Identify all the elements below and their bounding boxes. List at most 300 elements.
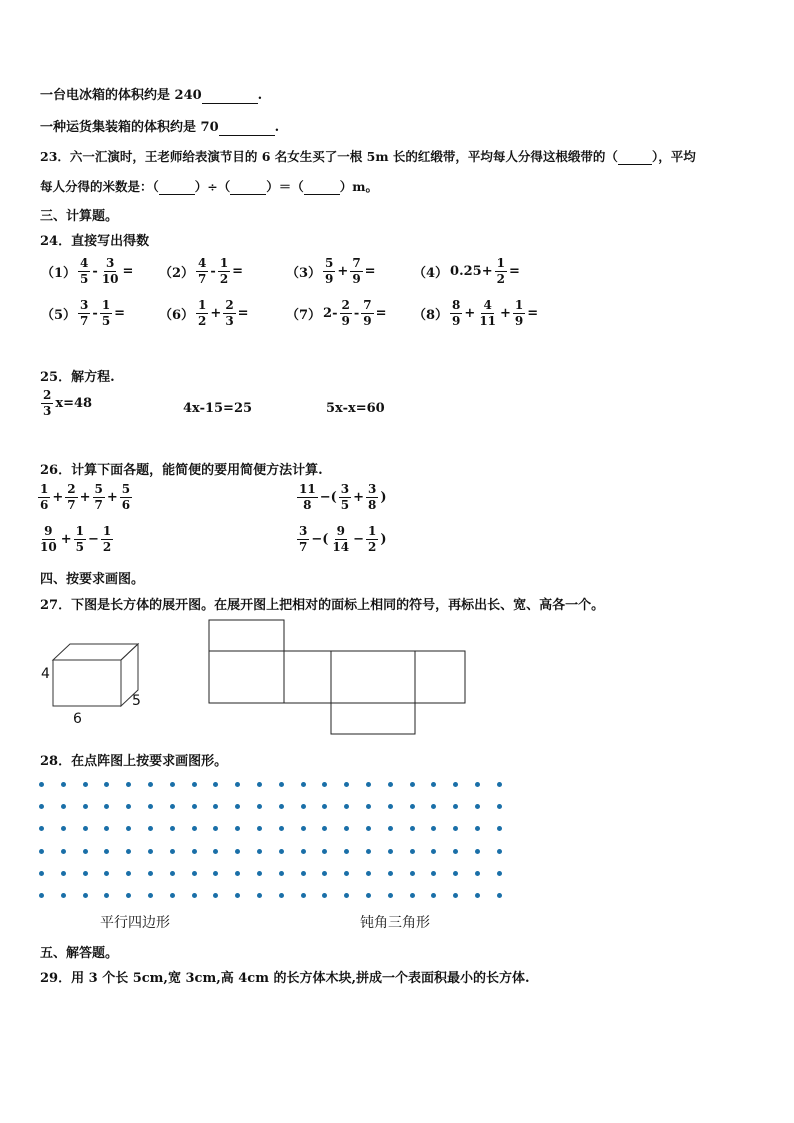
grid-dot[interactable]	[61, 893, 66, 898]
grid-dot[interactable]	[366, 826, 371, 831]
grid-dot[interactable]	[170, 893, 175, 898]
net-face-4[interactable]	[415, 651, 465, 703]
q24-item	[285, 298, 388, 329]
numerator: 1	[198, 298, 207, 312]
grid-dot[interactable]	[453, 893, 458, 898]
grid-dot[interactable]	[497, 782, 502, 787]
grid-dot[interactable]	[126, 849, 131, 854]
operator: =	[364, 264, 376, 279]
grid-dot[interactable]	[192, 849, 197, 854]
numerator: 3	[340, 482, 350, 496]
operator: +	[464, 306, 476, 321]
fraction	[100, 298, 112, 329]
answer-blank[interactable]	[618, 149, 652, 165]
operator: )	[380, 490, 387, 505]
grid-dot[interactable]	[83, 782, 88, 787]
grid-dot[interactable]	[104, 782, 109, 787]
q23-line2	[40, 177, 378, 195]
denominator: 9	[514, 314, 524, 328]
grid-dot[interactable]	[344, 826, 349, 831]
operator: +	[106, 490, 118, 505]
grid-dot[interactable]	[83, 826, 88, 831]
grid-dot[interactable]	[39, 782, 44, 787]
q24-item	[412, 298, 539, 329]
grid-dot[interactable]	[322, 871, 327, 876]
grid-dot[interactable]	[170, 849, 175, 854]
operator: +	[353, 490, 365, 505]
numerator: 3	[299, 524, 308, 538]
fraction	[323, 256, 335, 287]
grid-dot[interactable]	[410, 871, 415, 876]
grid-dot[interactable]	[366, 849, 371, 854]
grid-dot[interactable]	[61, 826, 66, 831]
grid-dot[interactable]	[126, 782, 131, 787]
grid-dot[interactable]	[235, 871, 240, 876]
cuboid-height-label: 4	[41, 666, 50, 682]
operator: （7）	[286, 308, 322, 323]
grid-dot[interactable]	[431, 804, 436, 809]
grid-dot[interactable]	[431, 871, 436, 876]
fridge-text: 一台电冰箱的体积约是 240	[40, 88, 202, 103]
grid-dot[interactable]	[431, 782, 436, 787]
operator: -	[210, 264, 216, 279]
period: .	[257, 88, 263, 103]
grid-dot[interactable]	[170, 871, 175, 876]
denominator: 2	[368, 540, 377, 554]
numerator: 3	[105, 256, 115, 270]
grid-dot[interactable]	[235, 804, 240, 809]
numerator: 8	[452, 298, 461, 312]
grid-dot[interactable]	[388, 893, 393, 898]
operator: 2-	[323, 306, 338, 321]
fraction	[366, 524, 378, 555]
operator: =	[232, 264, 244, 279]
grid-dot[interactable]	[388, 849, 393, 854]
grid-dot[interactable]	[497, 826, 502, 831]
grid-dot[interactable]	[344, 782, 349, 787]
operator: （6）	[159, 308, 195, 323]
q24-item	[40, 256, 134, 287]
grid-dot[interactable]	[344, 893, 349, 898]
grid-dot[interactable]	[279, 893, 284, 898]
q23-text2: 每人分得的米数是：（	[40, 179, 159, 194]
q29-text: 29．用 3 个长 5cm,宽 3cm,高 4cm 的长方体木块,拼成一个表面积最小的长方体.	[40, 971, 530, 986]
net-face-1[interactable]	[209, 651, 284, 703]
grid-dot[interactable]	[61, 871, 66, 876]
grid-dot[interactable]	[388, 804, 393, 809]
answer-blank[interactable]	[304, 179, 340, 195]
fraction	[38, 524, 59, 555]
grid-dot[interactable]	[148, 849, 153, 854]
denominator: 5	[80, 272, 89, 286]
fraction	[477, 298, 498, 329]
numerator: 2	[225, 298, 234, 312]
grid-dot[interactable]	[475, 804, 480, 809]
grid-dot[interactable]	[301, 849, 306, 854]
numerator: 5	[94, 482, 103, 496]
grid-dot[interactable]	[192, 782, 197, 787]
fraction	[223, 298, 235, 329]
fraction	[350, 256, 362, 287]
fraction	[38, 482, 50, 513]
fraction	[196, 256, 208, 287]
denominator: 9	[363, 314, 372, 328]
grid-dot[interactable]	[257, 849, 262, 854]
grid-dot[interactable]	[61, 849, 66, 854]
grid-dot[interactable]	[104, 893, 109, 898]
grid-dot[interactable]	[213, 804, 218, 809]
numerator: 2	[43, 388, 52, 402]
denominator: 5	[340, 498, 350, 512]
grid-dot[interactable]	[322, 893, 327, 898]
numerator: 1	[368, 524, 377, 538]
operator: +	[52, 490, 64, 505]
grid-dot[interactable]	[170, 804, 175, 809]
operator: =	[114, 306, 126, 321]
numerator: 1	[75, 524, 84, 538]
grid-dot[interactable]	[257, 893, 262, 898]
grid-dot[interactable]	[431, 849, 436, 854]
grid-dot[interactable]	[126, 826, 131, 831]
grid-dot[interactable]	[410, 849, 415, 854]
denominator: 2	[219, 272, 229, 286]
q24-title: 24．直接写出得数	[40, 234, 150, 249]
q23-div: ）÷（	[194, 179, 231, 194]
grid-dot[interactable]	[344, 871, 349, 876]
grid-dot[interactable]	[257, 826, 262, 831]
grid-dot[interactable]	[39, 804, 44, 809]
net-face-3[interactable]	[331, 651, 415, 703]
numerator: 3	[80, 298, 89, 312]
grid-dot[interactable]	[497, 849, 502, 854]
operator: )	[380, 532, 387, 547]
numerator: 1	[496, 256, 505, 270]
grid-dot[interactable]	[301, 871, 306, 876]
grid-dot[interactable]	[148, 804, 153, 809]
question-line-fridge-volume	[40, 84, 262, 104]
grid-dot[interactable]	[431, 826, 436, 831]
denominator: 7	[80, 314, 89, 328]
denominator: 3	[43, 404, 52, 418]
operator: +	[60, 532, 72, 547]
denominator: 6	[121, 498, 131, 512]
q27-title: 27．下图是长方体的展开图。在展开图上把相对的面标上相同的符号，再标出长、宽、高各一个。	[40, 598, 605, 613]
denominator: 2	[198, 314, 207, 328]
grid-dot[interactable]	[453, 826, 458, 831]
grid-dot[interactable]	[301, 782, 306, 787]
operator: -	[353, 306, 360, 321]
numerator: 1	[101, 298, 111, 312]
container-text: 一种运货集装箱的体积约是 70	[40, 120, 219, 135]
numerator: 4	[80, 256, 89, 270]
fraction	[93, 482, 105, 513]
equation-1	[40, 388, 93, 419]
numerator: 5	[325, 256, 334, 270]
denominator: 9	[341, 314, 350, 328]
denominator: 7	[198, 272, 207, 286]
grid-dot[interactable]	[366, 871, 371, 876]
expression-2	[296, 482, 388, 513]
numerator: 3	[368, 482, 377, 496]
answer-blank[interactable]	[159, 179, 195, 195]
fraction	[218, 256, 230, 287]
grid-dot[interactable]	[475, 849, 480, 854]
numerator: 7	[352, 256, 361, 270]
grid-dot[interactable]	[301, 826, 306, 831]
operator: +	[79, 490, 91, 505]
fraction	[361, 298, 373, 329]
section-heading-draw: 四、按要求画图。	[40, 572, 145, 587]
grid-dot[interactable]	[453, 782, 458, 787]
q28-title: 28．在点阵图上按要求画图形。	[40, 754, 228, 769]
grid-dot[interactable]	[279, 782, 284, 787]
grid-dot[interactable]	[301, 893, 306, 898]
equation-2: 4x-15=25	[183, 401, 253, 416]
denominator: 11	[479, 314, 497, 328]
grid-dot[interactable]	[388, 782, 393, 787]
grid-dot[interactable]	[257, 804, 262, 809]
grid-dot[interactable]	[148, 871, 153, 876]
grid-dot[interactable]	[388, 871, 393, 876]
numerator: 2	[341, 298, 350, 312]
grid-dot[interactable]	[192, 893, 197, 898]
grid-dot[interactable]	[39, 826, 44, 831]
grid-dot[interactable]	[453, 804, 458, 809]
operator: （2）	[159, 266, 195, 281]
fraction	[78, 298, 90, 329]
grid-dot[interactable]	[322, 826, 327, 831]
operator: =	[508, 264, 520, 279]
q23-text-end: ），平均	[651, 149, 696, 164]
cuboid-net	[205, 616, 470, 738]
expression-4	[296, 524, 388, 555]
grid-dot[interactable]	[83, 804, 88, 809]
grid-dot[interactable]	[366, 804, 371, 809]
grid-dot[interactable]	[366, 893, 371, 898]
grid-dot[interactable]	[39, 871, 44, 876]
numerator: 7	[363, 298, 372, 312]
q25-title: 25．解方程.	[40, 370, 115, 385]
operator: （5）	[41, 308, 77, 323]
grid-dot[interactable]	[322, 849, 327, 854]
grid-dot[interactable]	[83, 893, 88, 898]
numerator: 4	[198, 256, 207, 270]
grid-dot[interactable]	[279, 804, 284, 809]
grid-dot[interactable]	[192, 804, 197, 809]
q24-item	[40, 298, 126, 329]
cuboid-width-label: 5	[132, 693, 141, 709]
grid-dot[interactable]	[410, 804, 415, 809]
q23-end: ）m。	[339, 179, 378, 194]
denominator: 5	[101, 314, 111, 328]
operator: +	[210, 306, 222, 321]
section-heading-solve: 五、解答题。	[40, 946, 119, 961]
denominator: 14	[332, 540, 350, 554]
grid-dot[interactable]	[453, 871, 458, 876]
grid-dot[interactable]	[126, 893, 131, 898]
fraction	[495, 256, 507, 287]
grid-dot[interactable]	[39, 849, 44, 854]
q24-item	[158, 298, 250, 329]
operator: +	[337, 264, 349, 279]
denominator: 2	[102, 540, 112, 554]
grid-dot[interactable]	[213, 782, 218, 787]
q23-line1	[40, 147, 696, 165]
operator: =	[122, 264, 134, 279]
fraction	[120, 482, 132, 513]
grid-dot[interactable]	[83, 849, 88, 854]
section-heading-calc: 三、计算题。	[40, 209, 119, 224]
operator: -	[92, 306, 98, 321]
fraction	[100, 256, 121, 287]
grid-dot[interactable]	[213, 849, 218, 854]
numerator: 1	[219, 256, 229, 270]
q24-item	[412, 256, 521, 287]
grid-dot[interactable]	[170, 782, 175, 787]
q24-item	[285, 256, 377, 287]
grid-dot[interactable]	[322, 804, 327, 809]
operator: 0.25+	[450, 264, 493, 279]
grid-dot[interactable]	[475, 782, 480, 787]
grid-dot[interactable]	[322, 782, 327, 787]
grid-dot[interactable]	[453, 849, 458, 854]
numerator: 9	[44, 524, 53, 538]
operator: −	[353, 532, 365, 547]
fraction	[366, 482, 378, 513]
grid-dot[interactable]	[192, 871, 197, 876]
grid-dot[interactable]	[279, 871, 284, 876]
grid-dot[interactable]	[235, 782, 240, 787]
grid-dot[interactable]	[39, 893, 44, 898]
grid-dot[interactable]	[497, 804, 502, 809]
cuboid-length-label: 6	[73, 711, 82, 727]
grid-dot[interactable]	[126, 871, 131, 876]
grid-dot[interactable]	[344, 804, 349, 809]
numerator: 1	[514, 298, 524, 312]
grid-dot[interactable]	[431, 893, 436, 898]
grid-dot[interactable]	[192, 826, 197, 831]
grid-dot[interactable]	[279, 849, 284, 854]
q24-item	[158, 256, 244, 287]
fraction	[330, 524, 351, 555]
denominator: 2	[496, 272, 505, 286]
cuboid-top-face	[53, 644, 138, 660]
net-face-2[interactable]	[284, 651, 331, 703]
grid-dot[interactable]	[497, 871, 502, 876]
grid-dot[interactable]	[301, 804, 306, 809]
operator: +	[500, 306, 511, 321]
grid-dot[interactable]	[61, 782, 66, 787]
grid-dot[interactable]	[344, 849, 349, 854]
fraction	[196, 298, 208, 329]
grid-dot[interactable]	[388, 826, 393, 831]
net-face-bottom[interactable]	[331, 703, 415, 734]
grid-dot[interactable]	[279, 826, 284, 831]
operator: （4）	[413, 266, 449, 281]
obtuse-triangle-label: 钝角三角形	[360, 915, 430, 931]
grid-dot[interactable]	[148, 782, 153, 787]
grid-dot[interactable]	[170, 826, 175, 831]
grid-dot[interactable]	[213, 871, 218, 876]
fraction	[297, 482, 318, 513]
answer-blank[interactable]	[230, 179, 266, 195]
grid-dot[interactable]	[148, 826, 153, 831]
grid-dot[interactable]	[410, 782, 415, 787]
fraction	[340, 298, 352, 329]
denominator: 8	[303, 498, 312, 512]
denominator: 9	[452, 314, 461, 328]
operator: （8）	[413, 308, 449, 323]
fraction	[297, 524, 309, 555]
grid-dot[interactable]	[475, 871, 480, 876]
grid-dot[interactable]	[410, 893, 415, 898]
grid-dot[interactable]	[126, 804, 131, 809]
expression-1	[37, 482, 133, 513]
operator: -	[92, 264, 98, 279]
q23-eq: ）＝（	[266, 179, 304, 194]
denominator: 3	[225, 314, 234, 328]
grid-dot[interactable]	[148, 893, 153, 898]
parallelogram-label: 平行四边形	[100, 915, 170, 931]
denominator: 9	[352, 272, 361, 286]
numerator: 1	[102, 524, 112, 538]
grid-dot[interactable]	[410, 826, 415, 831]
denominator: 6	[40, 498, 49, 512]
grid-dot[interactable]	[83, 871, 88, 876]
equation-3: 5x-x=60	[326, 401, 385, 416]
grid-dot[interactable]	[235, 826, 240, 831]
fraction	[513, 298, 525, 329]
fraction	[450, 298, 462, 329]
operator: −(	[319, 490, 337, 505]
grid-dot[interactable]	[61, 804, 66, 809]
grid-dot[interactable]	[475, 826, 480, 831]
numerator: 9	[336, 524, 345, 538]
grid-dot[interactable]	[497, 893, 502, 898]
grid-dot[interactable]	[213, 893, 218, 898]
grid-dot[interactable]	[104, 804, 109, 809]
denominator: 8	[368, 498, 377, 512]
grid-dot[interactable]	[257, 782, 262, 787]
answer-blank[interactable]	[219, 120, 275, 136]
grid-dot[interactable]	[475, 893, 480, 898]
fraction	[78, 256, 90, 287]
grid-dot[interactable]	[104, 826, 109, 831]
grid-dot[interactable]	[366, 782, 371, 787]
question-line-container-volume	[40, 116, 279, 136]
denominator: 7	[299, 540, 308, 554]
grid-dot[interactable]	[257, 871, 262, 876]
operator: −(	[311, 532, 329, 547]
numerator: 5	[121, 482, 131, 496]
grid-dot[interactable]	[213, 826, 218, 831]
grid-dot[interactable]	[235, 849, 240, 854]
grid-dot[interactable]	[104, 871, 109, 876]
grid-dot[interactable]	[104, 849, 109, 854]
operator: =	[375, 306, 387, 321]
grid-dot[interactable]	[235, 893, 240, 898]
fraction	[41, 388, 53, 419]
denominator: 5	[75, 540, 84, 554]
fraction	[339, 482, 351, 513]
equation-rest: x=48	[55, 396, 93, 411]
period: .	[274, 120, 280, 135]
denominator: 10	[40, 540, 57, 554]
answer-blank[interactable]	[202, 88, 258, 104]
net-face-top[interactable]	[209, 620, 284, 651]
fraction	[74, 524, 86, 555]
denominator: 10	[101, 272, 119, 286]
